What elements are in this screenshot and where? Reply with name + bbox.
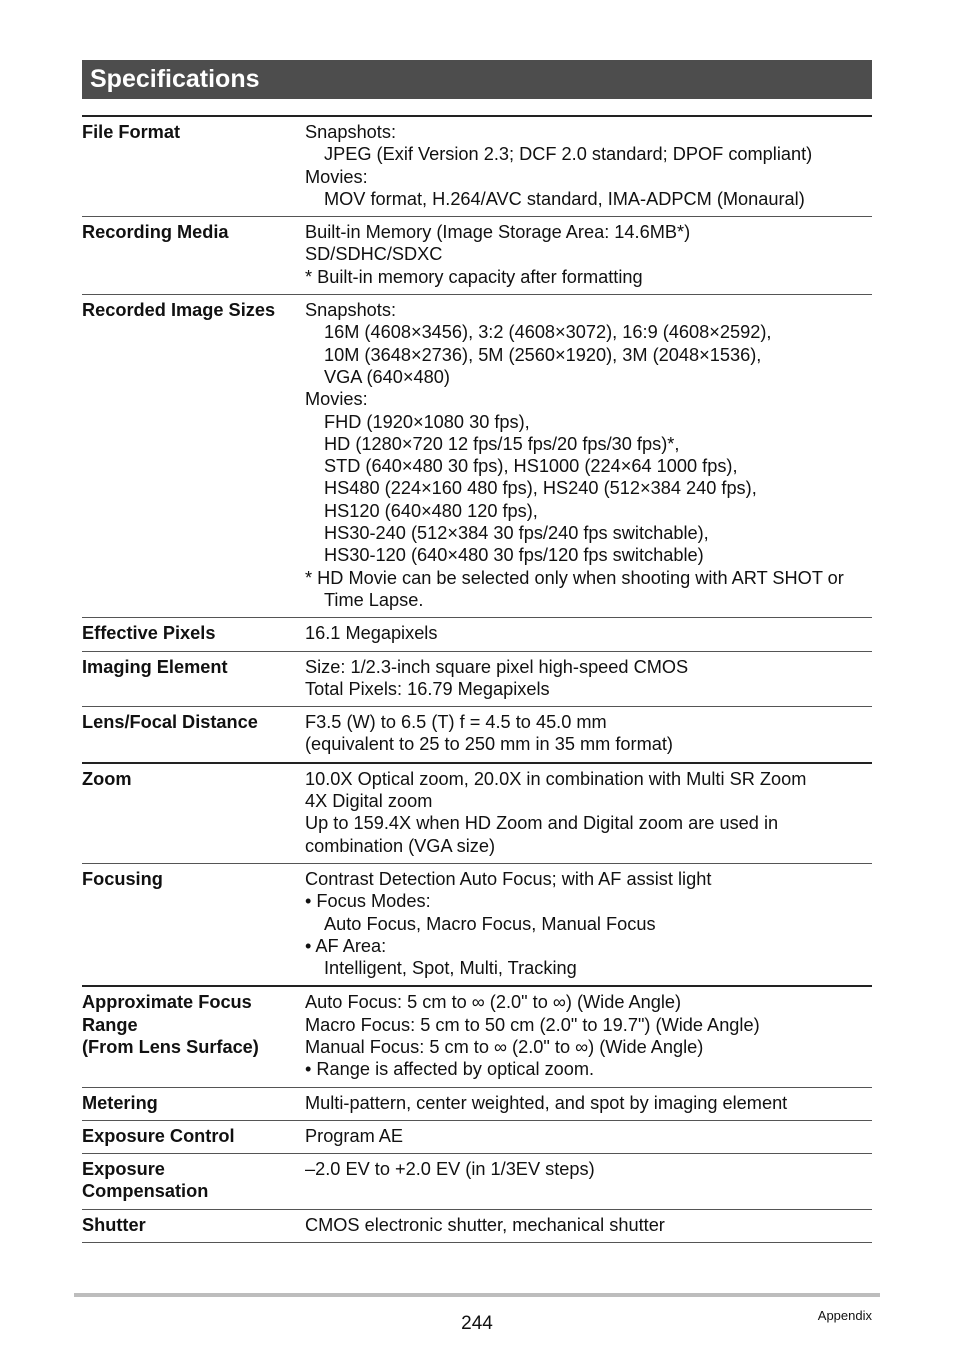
spec-value-line: –2.0 EV to +2.0 EV (in 1/3EV steps) (305, 1159, 595, 1180)
spec-value-line: Multi-pattern, center weighted, and spot by imaging element (305, 1092, 788, 1113)
spec-value-line: * Built-in memory capacity after formatting (305, 266, 643, 287)
spec-row (82, 1121, 872, 1154)
spec-value (305, 1125, 872, 1147)
spec-row (82, 1154, 872, 1210)
spec-label (82, 121, 305, 210)
spec-label (82, 711, 305, 756)
spec-value-line: FHD (1920×1080 30 fps), (324, 411, 530, 432)
spec-label-line: Lens/Focal Distance (82, 712, 258, 733)
spec-label-line: Shutter (82, 1214, 146, 1235)
spec-value-line: Snapshots: (305, 300, 396, 321)
spec-row (82, 295, 872, 618)
spec-label (82, 656, 305, 701)
spec-value-line: MOV format, H.264/AVC standard, IMA-ADPCM (Monaural) (324, 188, 805, 209)
spec-label-line: Imaging Element (82, 656, 228, 677)
spec-label-line: Compensation (82, 1181, 209, 1202)
section-name: Appendix (817, 1308, 872, 1323)
spec-label (82, 768, 305, 857)
spec-value-line: Snapshots: (305, 122, 396, 142)
spec-value-line: (equivalent to 25 to 250 mm in 35 mm format) (305, 734, 673, 755)
spec-value-line: Movies: (305, 389, 368, 410)
footer-rule (74, 1293, 880, 1297)
spec-value-line: F3.5 (W) to 6.5 (T) f = 4.5 to 45.0 mm (305, 712, 607, 733)
spec-value (305, 622, 872, 644)
spec-row (82, 1210, 872, 1243)
spec-value (305, 1158, 872, 1203)
spec-label-line: File Format (82, 122, 181, 142)
spec-label-line: Exposure Control (82, 1125, 235, 1146)
spec-value-line: CMOS electronic shutter, mechanical shutter (305, 1214, 665, 1235)
spec-label (82, 1092, 305, 1114)
spec-table (82, 115, 872, 1243)
spec-label (82, 1214, 305, 1236)
spec-value-line: HD (1280×720 12 fps/15 fps/20 fps/30 fps)*, (324, 433, 680, 454)
spec-value-line: HS30-120 (640×480 30 fps/120 fps switchable) (324, 545, 704, 566)
spec-label-line: Recording Media (82, 222, 229, 243)
spec-value-line: Total Pixels: 16.79 Megapixels (305, 678, 550, 699)
spec-value-line: Intelligent, Spot, Multi, Tracking (324, 958, 577, 979)
spec-label-line: Exposure (82, 1159, 165, 1180)
spec-label-line: Approximate Focus (82, 992, 252, 1013)
spec-row (82, 652, 872, 708)
spec-value (305, 991, 872, 1080)
spec-label-line: Range (82, 1014, 138, 1035)
spec-label (82, 868, 305, 979)
spec-value-line: Auto Focus: 5 cm to ∞ (2.0" to ∞) (Wide Angle) (305, 992, 682, 1013)
spec-value-line: 16M (4608×3456), 3:2 (4608×3072), 16:9 (4608×2592), (324, 322, 772, 343)
spec-value-line: • Range is affected by optical zoom. (305, 1059, 595, 1080)
spec-value-line: 10.0X Optical zoom, 20.0X in combination with Multi SR Zoom (305, 768, 807, 789)
spec-value-line: JPEG (Exif Version 2.3; DCF 2.0 standard; DPOF compliant) (324, 144, 813, 165)
spec-label-line: Effective Pixels (82, 623, 216, 644)
spec-row (82, 764, 872, 864)
spec-label-line: (From Lens Surface) (82, 1036, 259, 1057)
spec-row (82, 618, 872, 651)
spec-row (82, 117, 872, 217)
spec-label (82, 1125, 305, 1147)
page-title: Specifications (82, 60, 872, 99)
spec-value-line: • Focus Modes: (305, 891, 431, 912)
spec-row (82, 707, 872, 764)
spec-value (305, 868, 872, 979)
spec-value-line: HS120 (640×480 120 fps), (324, 500, 538, 521)
spec-value-line: Contrast Detection Auto Focus; with AF assist light (305, 868, 712, 889)
spec-value-line: 10M (3648×2736), 5M (2560×1920), 3M (2048×1536), (324, 344, 762, 365)
spec-label (82, 622, 305, 644)
spec-value-line: Program AE (305, 1125, 404, 1146)
spec-row (82, 987, 872, 1087)
spec-value-line: • AF Area: (305, 935, 387, 956)
spec-label-line: Metering (82, 1092, 158, 1113)
spec-value (305, 121, 872, 210)
page-number: 244 (461, 1313, 493, 1334)
spec-value-line: Movies: (305, 166, 368, 187)
spec-value (305, 656, 872, 701)
spec-value-line: SD/SDHC/SDXC (305, 244, 443, 265)
spec-label-line: Recorded Image Sizes (82, 300, 276, 321)
spec-value-line: Manual Focus: 5 cm to ∞ (2.0" to ∞) (Wide Angle) (305, 1036, 704, 1057)
spec-row (82, 217, 872, 295)
spec-value-line: Built-in Memory (Image Storage Area: 14.6MB*) (305, 222, 691, 243)
spec-row (82, 1088, 872, 1121)
spec-value-line: * HD Movie can be selected only when shooting with ART SHOT or Time Lapse. (305, 567, 844, 610)
spec-value (305, 768, 872, 857)
spec-value-line: Up to 159.4X when HD Zoom and Digital zoom are used in (305, 813, 779, 834)
spec-value (305, 1214, 872, 1236)
spec-value-line: Size: 1/2.3-inch square pixel high-speed CMOS (305, 656, 689, 677)
spec-row (82, 864, 872, 987)
spec-label (82, 299, 305, 611)
spec-label (82, 991, 305, 1080)
spec-value-line: STD (640×480 30 fps), HS1000 (224×64 1000 fps), (324, 456, 738, 477)
spec-label-line: Focusing (82, 868, 163, 889)
spec-value-line: Macro Focus: 5 cm to 50 cm (2.0" to 19.7") (Wide Angle) (305, 1014, 760, 1035)
spec-value-line: combination (VGA size) (305, 835, 496, 856)
spec-value-line: 16.1 Megapixels (305, 623, 438, 644)
spec-label-line: Zoom (82, 768, 132, 789)
spec-value-line: VGA (640×480) (324, 366, 450, 387)
spec-label (82, 221, 305, 288)
spec-label (82, 1158, 305, 1203)
spec-value (305, 711, 872, 756)
spec-value (305, 299, 872, 611)
spec-value-line: Auto Focus, Macro Focus, Manual Focus (324, 913, 656, 934)
spec-value-line: HS30-240 (512×384 30 fps/240 fps switchable), (324, 523, 709, 544)
spec-value (305, 221, 872, 288)
spec-value-line: HS480 (224×160 480 fps), HS240 (512×384 240 fps), (324, 478, 757, 499)
spec-value-line: 4X Digital zoom (305, 791, 433, 812)
spec-value (305, 1092, 872, 1114)
